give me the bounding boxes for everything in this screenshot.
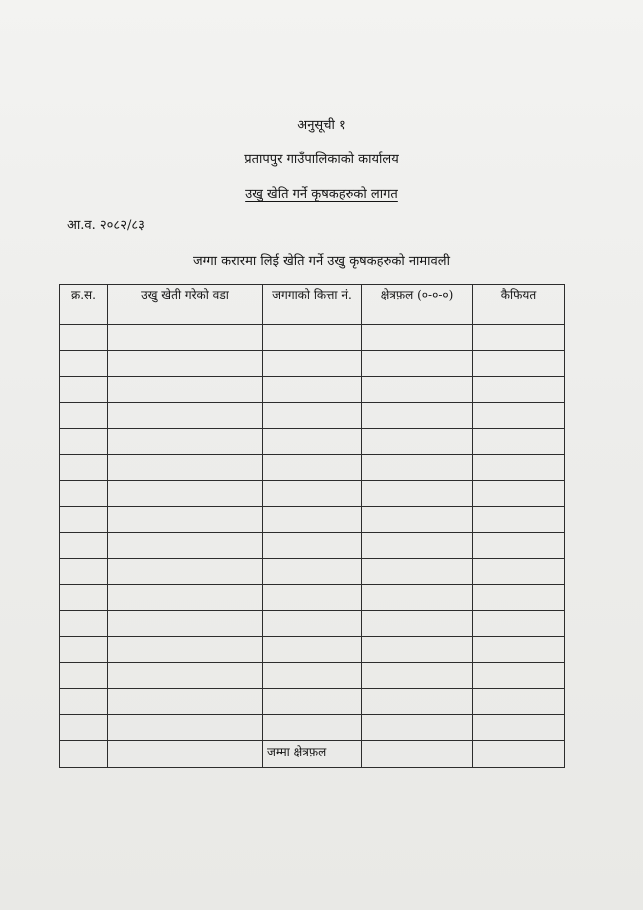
table-cell[interactable] <box>473 715 565 741</box>
table-row <box>60 611 565 637</box>
table-row <box>60 403 565 429</box>
table-row <box>60 663 565 689</box>
table-row <box>60 689 565 715</box>
table-cell[interactable] <box>108 533 263 559</box>
table-cell[interactable] <box>108 507 263 533</box>
table-header-row <box>60 285 565 325</box>
table-cell[interactable] <box>362 403 473 429</box>
table-cell[interactable] <box>473 533 565 559</box>
table-cell[interactable] <box>473 325 565 351</box>
table-row <box>60 585 565 611</box>
table-cell[interactable] <box>263 507 362 533</box>
table-cell[interactable] <box>362 663 473 689</box>
table-cell[interactable] <box>263 559 362 585</box>
table-row <box>60 481 565 507</box>
table-cell[interactable] <box>60 481 108 507</box>
table-row <box>60 507 565 533</box>
table-cell[interactable] <box>108 559 263 585</box>
table-cell[interactable] <box>60 325 108 351</box>
table-cell[interactable] <box>108 689 263 715</box>
table-cell[interactable] <box>60 741 108 768</box>
table-cell[interactable] <box>473 377 565 403</box>
annex-label: अनुसूची १ <box>297 118 346 133</box>
table-cell[interactable] <box>362 325 473 351</box>
table-cell[interactable] <box>362 559 473 585</box>
table-cell[interactable] <box>108 429 263 455</box>
table-cell[interactable] <box>263 715 362 741</box>
table-cell[interactable] <box>263 689 362 715</box>
table-cell[interactable] <box>263 455 362 481</box>
table-cell[interactable] <box>362 455 473 481</box>
total-area-value-cell[interactable] <box>362 741 473 768</box>
table-cell[interactable] <box>362 481 473 507</box>
table-cell[interactable] <box>108 663 263 689</box>
table-cell[interactable] <box>473 559 565 585</box>
table-cell[interactable] <box>362 429 473 455</box>
office-name: प्रतापपुर गाउँपालिकाको कार्यालय <box>244 152 399 167</box>
table-cell[interactable] <box>473 585 565 611</box>
table-cell[interactable] <box>108 611 263 637</box>
table-cell[interactable] <box>60 663 108 689</box>
table-cell[interactable] <box>60 429 108 455</box>
table-cell[interactable] <box>60 689 108 715</box>
table-row <box>60 377 565 403</box>
total-row <box>60 741 565 768</box>
table-cell[interactable] <box>473 611 565 637</box>
table-cell[interactable] <box>473 481 565 507</box>
table-cell[interactable] <box>473 351 565 377</box>
table-cell[interactable] <box>108 637 263 663</box>
column-header-area: क्षेत्रफ़ल (०-०-०) <box>362 285 473 325</box>
table-cell[interactable] <box>473 741 565 768</box>
table-cell[interactable] <box>473 429 565 455</box>
table-cell[interactable] <box>263 325 362 351</box>
table-cell[interactable] <box>263 585 362 611</box>
column-header-plot-number: जगगाको कित्ता नं. <box>263 285 362 325</box>
list-title: जग्गा करारमा लिई खेति गर्ने उखु कृषकहरुको नामावली <box>193 254 450 269</box>
table-cell[interactable] <box>473 637 565 663</box>
table-cell[interactable] <box>108 715 263 741</box>
column-header-remarks: कैफियत <box>473 285 565 325</box>
table-cell[interactable] <box>108 351 263 377</box>
table-cell[interactable] <box>263 533 362 559</box>
table-row <box>60 351 565 377</box>
table-cell[interactable] <box>60 637 108 663</box>
table-cell[interactable] <box>263 351 362 377</box>
table-cell[interactable] <box>362 377 473 403</box>
cost-heading: उखु खेति गर्ने कृषकहरुको लागत <box>245 187 398 202</box>
column-header-serial: क्र.स. <box>60 285 108 325</box>
table-cell[interactable] <box>60 377 108 403</box>
table-cell[interactable] <box>362 637 473 663</box>
table-cell[interactable] <box>60 455 108 481</box>
table-cell[interactable] <box>263 377 362 403</box>
table-cell[interactable] <box>263 611 362 637</box>
table-cell[interactable] <box>362 715 473 741</box>
table-cell[interactable] <box>108 377 263 403</box>
table-cell[interactable] <box>362 351 473 377</box>
table-cell[interactable] <box>108 585 263 611</box>
table-cell[interactable] <box>473 455 565 481</box>
table-cell[interactable] <box>108 455 263 481</box>
fiscal-year: आ.व. २०८२/८३ <box>67 218 145 233</box>
table-cell[interactable] <box>263 637 362 663</box>
table-cell[interactable] <box>60 403 108 429</box>
table-cell[interactable] <box>60 585 108 611</box>
table-cell[interactable] <box>362 507 473 533</box>
farmer-list-table <box>59 284 565 768</box>
table-cell[interactable] <box>473 403 565 429</box>
table-cell[interactable] <box>473 507 565 533</box>
table-cell[interactable] <box>60 507 108 533</box>
table-cell[interactable] <box>473 689 565 715</box>
table-row <box>60 429 565 455</box>
total-area-label: जम्मा क्षेत्रफ़ल <box>263 741 362 768</box>
table-row <box>60 533 565 559</box>
table-cell[interactable] <box>60 559 108 585</box>
table-cell[interactable] <box>108 325 263 351</box>
table-cell[interactable] <box>60 611 108 637</box>
table-row <box>60 715 565 741</box>
table-cell[interactable] <box>362 585 473 611</box>
table-row <box>60 455 565 481</box>
table-row <box>60 325 565 351</box>
table-cell[interactable] <box>60 715 108 741</box>
table-cell[interactable] <box>362 611 473 637</box>
table-cell[interactable] <box>263 429 362 455</box>
table-cell[interactable] <box>362 689 473 715</box>
table-cell[interactable] <box>362 533 473 559</box>
table-cell[interactable] <box>108 481 263 507</box>
table-cell[interactable] <box>263 481 362 507</box>
column-header-ward: उखु खेती गरेको वडा <box>108 285 263 325</box>
table-cell[interactable] <box>60 533 108 559</box>
table-cell[interactable] <box>60 351 108 377</box>
table-cell[interactable] <box>108 403 263 429</box>
table-cell[interactable] <box>263 663 362 689</box>
table-row <box>60 559 565 585</box>
table-cell[interactable] <box>263 403 362 429</box>
table-row <box>60 637 565 663</box>
table-cell[interactable] <box>108 741 263 768</box>
table-cell[interactable] <box>473 663 565 689</box>
